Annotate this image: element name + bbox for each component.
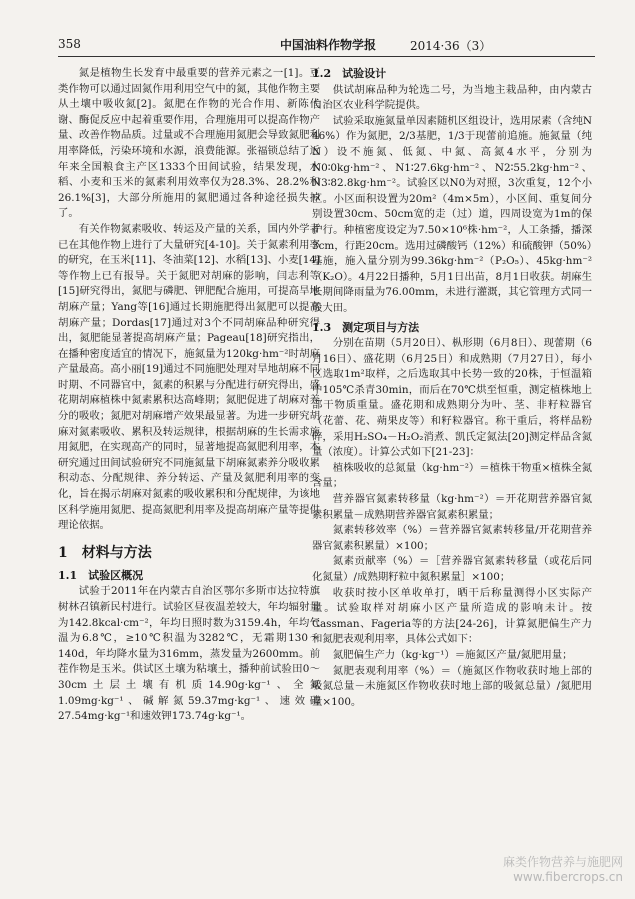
left-column [58,66,320,725]
formula-partial-productivity: 氮肥偏生产力（kg·kg⁻¹）＝施氮区产量/氮肥用量； [332,648,573,661]
watermark-line-1: 麻类作物营养与施肥网 [502,855,623,869]
formula-apparent-recovery: 氮肥表观利用率（%）＝（施氮区作物收获时地上部的吸氮总量－未施氮区作物收获时地上部的吸氮总量）/氮肥用量×100。 [312,664,592,708]
section-1-3-heading: 1.3 测定项目与方法 [312,320,420,334]
intro-paragraph-2: 有关作物氮素吸收、转运及产量的关系，国内外学者已在其他作物上进行了大量研究[4-10]。关于氮素利用率的研究，在玉米[11]、冬油菜[12]、水稻[13]、小麦[14]等作物上已有报导。关于氮肥对胡麻的影响，闫志利等[15]研究得出，氮肥与磷肥、钾肥配合施用，可提高旱地胡麻产量；Yang等[16]通过长期施肥得出氮肥可以提高胡麻产量；Dordas[17]通过对3个不同胡麻品种研究得出，氮肥能显著提高胡麻产量；Pageau[18]研究指出，在播种密度适宜的情况下，施氮量为120kg·hm⁻²时胡麻产量最高。高小丽[19]通过不同施肥处理对旱地胡麻不同时期、不同器官中，氮素的积累与分配进行研究得出，盛花期胡麻植株中氮素累积达高峰期；氮肥促进了胡麻对养分的吸收；氮肥对胡麻增产效果最显著。为进一步研究胡麻对氮素吸收、累积及转运规律，根据胡麻的生长需求施用氮肥，在实现高产的同时，显著地提高氮肥利用率，本研究通过田间试验研究不同施氮量下胡麻氮素养分吸收累积动态、分配规律、养分转运、产量及氮肥利用率的变化，旨在揭示胡麻对氮素的吸收累积和分配规律，为该地区科学施用氮肥、提高氮肥利用率及提高胡麻产量等提供理论依据。 [58,222,320,532]
formula-contribution-rate: 氮素贡献率（%）＝［营养器官氮素转移量（或花后同化氮量）/成熟期籽粒中氮积累量］×100； [312,555,592,583]
running-header [58,34,595,57]
right-column [312,66,592,710]
harvest-paragraph: 收获时按小区单收单打，晒干后称量测得小区实际产量。试验取样对胡麻小区产量所造成的影响未计。按Cassman、Fageria等的方法[24-26]，计算氮肥偏生产力和氮肥表观利用率，具体公式如下： [312,586,592,646]
section-1-heading: 1 材料与方法 [58,544,152,561]
section-1-3-paragraph: 分别在苗期（5月20日）、枞形期（6月8日）、现蕾期（6月16日）、盛花期（6月25日）和成熟期（7月27日），每小区选取1m²取样，之后选取其中长势一致的20株，于恒温箱中105℃杀青30min，而后在70℃烘至恒重，测定植株地上部干物质重量。盛花期和成熟期分为叶、茎、非籽粒器官（花蕾、花、蒴果皮等）和籽粒器官。称干重后，将样品粉碎，采用H₂SO₄－H₂O₂消煮、凯氏定氮法[20]测定样品含氮量（浓度）。计算公式如下[21-23]： [312,337,592,459]
formula-total-n: 植株吸收的总氮量（kg·hm⁻²）＝植株干物重×植株全氮含量； [312,461,592,490]
intro-paragraph-1: 氮是植物生长发育中最重要的营养元素之一[1]。豆类作物可以通过固氮作用利用空气中的氮，其他作物主要从土壤中吸收氮[2]。氮肥在作物的光合作用、新陈代谢、酶促反应中起着重要作用，合理施用可以提高作物产量、改善作物品质。过量或不合理施用氮肥会导致氮肥利用率降低，污染环境和水源，浪费能源。张福锁总结了近年来全国粮食主产区1333个田间试验，结果发现，水稻、小麦和玉米的氮素利用效率仅为28.3%、28.2%和26.1%[3]，大部分所施用的氮肥通过各种途径损失掉了。 [58,67,320,220]
watermark-line-2: www.fibercrops.cn [513,870,623,884]
page-number: 358 [58,37,81,51]
section-1-2-heading: 1.2 试验设计 [312,67,387,80]
formula-transfer-efficiency: 氮素转移效率（%）＝营养器官氮素转移量/开花期营养器官氮素积累量）×100； [312,524,592,552]
section-1-2-paragraph-1: 供试胡麻品种为轮选二号，为当地主栽品种，由内蒙古自治区农业科学院提供。 [312,83,592,112]
section-1-1-text: 试验于2011年在内蒙古自治区鄂尔多斯市达拉特旗树林召镇新民村进行。试验区昼夜温差较大，年均辐射量为142.8kcal·cm⁻²，年均日照时数为3159.4h，年均气温为6.8℃，≥10℃积温为3282℃，无霜期130～140d，年均降水量为316mm，蒸发量为2600mm。前茬作物是玉米。供试区土壤为粘壤土，播种前试验田0～30cm土层土壤有机质14.90g·kg⁻¹、全氮1.09mg·kg⁻¹、碱解氮59.37mg·kg⁻¹、速效磷27.54mg·kg⁻¹和速效钾173.74g·kg⁻¹。 [58,585,320,723]
journal-issue: 2014·36（3） [410,39,492,53]
section-1-1-heading: 1.1 试验区概况 [58,568,144,582]
formula-n-transfer: 营养器官氮素转移量（kg·hm⁻²）＝开花期营养器官氮素积累量－成熟期营养器官氮素积累量； [312,493,592,521]
section-1-2-paragraph-2: 试验采取施氮量单因素随机区组设计，选用尿素（含纯N 46%）作为氮肥，2/3基肥，1/3于现蕾前追施。施氮量（纯N）设不施氮、低氮、中氮、高氮4水平，分别为N0∶0kg·hm⁻²、N1∶27.6kg·hm⁻²、N2∶55.2kg·hm⁻²、N3∶82.8kg·hm⁻²。试验区以N0为对照，3次重复，12个小区。小区面积设置为20m²（4m×5m），小区间、重复间分别设置30cm、50cm宽的走（过）道，四周设宽为1m的保护行。种植密度设定为7.50×10⁶株·hm⁻²，人工条播，播深3cm，行距20cm。选用过磷酸钙（12%）和硫酸钾（50%）基施，施入量分别为99.36kg·hm⁻²（P₂O₅）、45kg·hm⁻²（K₂O）。4月22日播种，5月1日出苗，8月1日收获。胡麻生长期间降雨量为76.00mm，未进行灌溉，其它管理方式同一般大田。 [312,114,592,314]
journal-title: 中国油料作物学报 [280,38,377,52]
watermark [503,855,623,885]
